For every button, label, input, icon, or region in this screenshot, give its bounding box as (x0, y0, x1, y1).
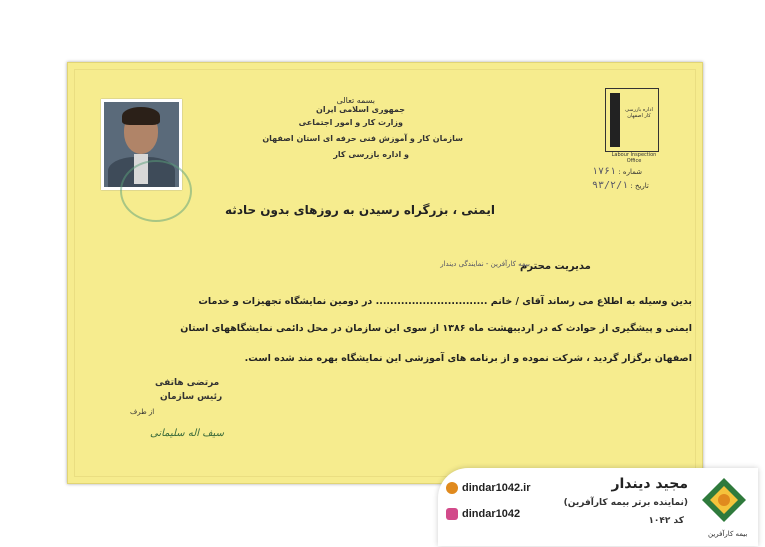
letter-number-value: ۱۷۶۱ (592, 166, 617, 177)
handwritten-signature: سیف اله سلیمانی (150, 428, 224, 439)
website-text: dindar1042.ir (462, 482, 531, 494)
letterhead-line-4: سازمان کار و آموزش فنی حرفه ای استان اصفهان (262, 134, 463, 143)
globe-icon (446, 482, 458, 494)
agent-code: کد ۱۰۴۲ (648, 516, 684, 526)
website-link[interactable] (446, 482, 530, 494)
letter-number-label: شماره : (618, 168, 643, 176)
instagram-link[interactable] (446, 508, 520, 520)
brand-name: بیمه کارآفرین (708, 530, 748, 538)
logo-bar (610, 93, 620, 147)
letter-date-label: تاریخ : (630, 182, 649, 190)
body-line-3: اصفهان برگزار گردید ، شرکت نموده و از برنامه های آموزشی این نمایشگاه بهره مند شده است. (244, 353, 692, 364)
body-line-1: بدین وسیله به اطلاع می رساند آقای / خانم ............................... در دومین نمایشگاه تجهیزات و خدمات (198, 296, 692, 307)
logo-text: اداره بازرسی کار اصفهان (625, 107, 653, 119)
letter-date (592, 180, 649, 191)
photo-hair (122, 107, 160, 125)
letter-date-value: ۹۳/۲/۱ (592, 180, 629, 191)
instagram-text: dindar1042 (462, 508, 521, 520)
signatory-title: رئیس سازمان (160, 392, 223, 402)
greeting: مدیریت محترم (520, 261, 591, 272)
agent-subtitle: (نماینده برتر بیمه کارآفرین) (563, 498, 688, 508)
instagram-icon (446, 508, 458, 520)
labour-office-logo (605, 88, 659, 152)
signature-prefix: از طرف (130, 408, 155, 416)
agent-name: مجید دیندار (611, 476, 688, 492)
letterhead-line-2: جمهوری اسلامی ایران (316, 105, 405, 114)
letterhead-line-1: بسمه تعالی (336, 96, 375, 105)
letterhead-line-5: و اداره بازرسی کار (333, 150, 409, 159)
letterhead-line-3: وزارت کار و امور اجتماعی (298, 118, 403, 127)
certificate-title: ایمنی ، بزرگراه رسیدن به روزهای بدون حادثه (225, 203, 495, 217)
signatory-name: مرتضی هاتفی (155, 378, 220, 388)
letter-number (592, 166, 642, 177)
greeting-handwritten: بیمه کارآفرین - نمایندگی دیندار (440, 260, 530, 268)
logo-caption: Labour Inspection Office (611, 152, 657, 164)
body-line-2: ایمنی و پیشگیری از حوادث که در اردیبهشت ماه ۱۳۸۶ از سوی این سازمان در محل دائمی نمایشگاههای استان (180, 323, 692, 334)
contact-card (438, 468, 758, 546)
